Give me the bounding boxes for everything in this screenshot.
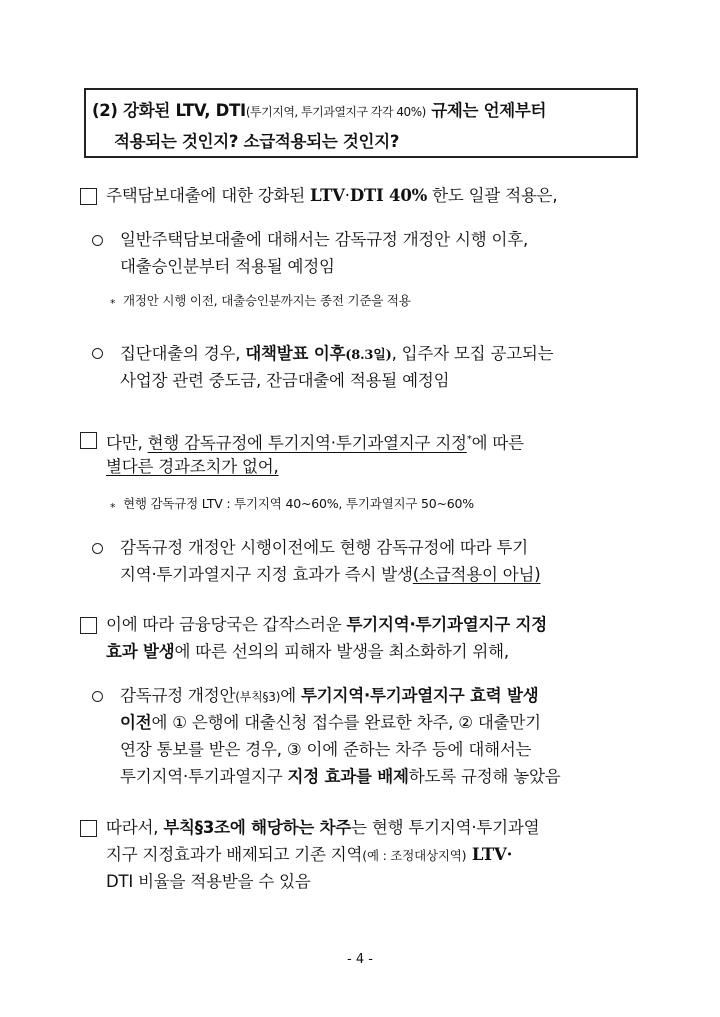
question-title-part2: 규제는 언제부터 xyxy=(425,101,547,120)
s3-item-line4 xyxy=(120,765,561,789)
s1-tail: 한도 일괄 적용은, xyxy=(427,186,558,205)
s1-item2-b: 대책발표 이후 xyxy=(245,344,346,363)
section2-line2: 별다른 경과조치가 없어, xyxy=(106,457,279,476)
s3-item-d: 투기지역·투기과열지구 효력 발생 xyxy=(301,686,539,705)
circle-bullet-icon xyxy=(92,691,103,702)
question-title-paren: (투기지역, 투기과열지구 각각 40%) xyxy=(245,105,426,119)
s3-item-c: 에 xyxy=(280,686,301,705)
s3-item-line3: 연장 통보를 받은 경우, ③ 이에 준하는 차주 등에 대해서는 xyxy=(120,740,532,759)
section4-line3: DTI 비율을 적용받을 수 있음 xyxy=(106,872,311,891)
section4-line2 xyxy=(106,843,512,868)
section1-heading xyxy=(106,184,557,208)
s4-b: 부칙§3조에 해당하는 차주 xyxy=(163,818,352,837)
circle-bullet-icon xyxy=(92,543,103,554)
s1-ltv: LTV xyxy=(310,186,345,205)
checkbox-square-icon xyxy=(80,820,97,837)
circle-bullet-icon xyxy=(92,235,103,246)
s3-item-line4-c: 하도록 규정해 놓았음 xyxy=(408,767,561,786)
s3-item-line4-a: 투기지역·투기과열지구 xyxy=(120,767,288,786)
question-number: (2) xyxy=(92,101,118,120)
s4-line2-a: 지구 지정효과가 배제되고 기존 지역 xyxy=(106,845,363,864)
checkbox-square-icon xyxy=(80,432,97,449)
page-number: - 4 - xyxy=(347,952,373,967)
s1-item2-c: (8.3일) xyxy=(345,348,392,363)
question-title-part1: 강화된 LTV, DTI xyxy=(123,101,246,120)
s3-item-line2-a: 이전 xyxy=(120,713,152,732)
section2-line1 xyxy=(106,428,524,456)
s2-item-line2 xyxy=(120,563,541,587)
s4-a: 따라서, xyxy=(106,818,164,837)
s1-dti: DTI 40% xyxy=(349,186,428,205)
s2-d: 에 따른 xyxy=(471,433,524,453)
question-box xyxy=(84,88,638,158)
checkbox-square-icon xyxy=(80,188,97,205)
s3-item-line1 xyxy=(120,684,539,709)
note-star-icon: * xyxy=(110,297,116,310)
checkbox-square-icon xyxy=(80,617,97,634)
section3-line2 xyxy=(106,640,509,664)
s3-item-b: (부칙§3) xyxy=(235,690,281,704)
circle-bullet-icon xyxy=(92,348,103,359)
section4-line1 xyxy=(106,816,539,840)
s4-c: 는 현행 투기지역·투기과열 xyxy=(351,818,540,837)
s1-item2-line1 xyxy=(120,342,553,368)
question-title-line1 xyxy=(92,96,630,127)
s1-item2-d: , 입주자 모집 공고되는 xyxy=(391,344,554,363)
s3-item-line2 xyxy=(120,711,541,735)
s3-item-line4-b: 지정 효과를 배제 xyxy=(287,767,409,786)
s1-dot: · xyxy=(344,186,350,205)
section3-line1 xyxy=(106,613,547,637)
question-title-line2: 적용되는 것인지? 소급적용되는 것인지? xyxy=(114,132,400,151)
s2-note: 현행 감독규정 LTV : 투기지역 40~60%, 투기과열지구 50~60% xyxy=(123,496,474,511)
s1-note: 개정안 시행 이전, 대출승인분까지는 종전 기준을 적용 xyxy=(123,293,411,308)
s2-b: 현행 감독규정에 투기지역·투기과열지구 지정 xyxy=(147,433,467,453)
s3-item-line2-b: 에 ① 은행에 대출신청 접수를 완료한 차주, ② 대출만기 xyxy=(151,713,541,732)
s2-star: * xyxy=(466,434,472,445)
s2-item-line1: 감독규정 개정안 시행이전에도 현행 감독규정에 따라 투기 xyxy=(120,538,529,557)
s3-line2-c: 하기 위해, xyxy=(435,642,509,661)
note-star-icon: * xyxy=(110,501,116,514)
s3-line2-b: 에 따른 선의의 피해자 발생을 최소화 xyxy=(174,642,436,661)
s3-b: 투기지역·투기과열지구 지정 xyxy=(346,615,548,634)
s2-a: 다만, xyxy=(106,433,148,453)
s1-item2-line2: 사업장 관련 중도금, 잔금대출에 적용될 예정임 xyxy=(120,371,450,390)
s4-line2-b: (예 : 조정대상지역) xyxy=(362,848,467,863)
s1-item2-a: 집단대출의 경우, xyxy=(120,344,246,363)
s3-line2-a: 효과 발생 xyxy=(106,642,175,661)
s3-item-a: 감독규정 개정안 xyxy=(120,686,236,705)
s2-item-line2-b: (소급적용이 아님) xyxy=(412,565,541,584)
s2-item-line2-a: 지역·투기과열지구 지정 효과가 즉시 발생 xyxy=(120,565,413,584)
s1-text: 주택담보대출에 대한 강화된 xyxy=(106,186,311,205)
s1-item1-line2: 대출승인분부터 적용될 예정임 xyxy=(120,257,335,276)
s1-item1-line1: 일반주택담보대출에 대해서는 감독규정 개정안 시행 이후, xyxy=(120,230,529,249)
s3-a: 이에 따라 금융당국은 갑작스러운 xyxy=(106,615,347,634)
s4-line2-c: LTV· xyxy=(466,845,513,864)
